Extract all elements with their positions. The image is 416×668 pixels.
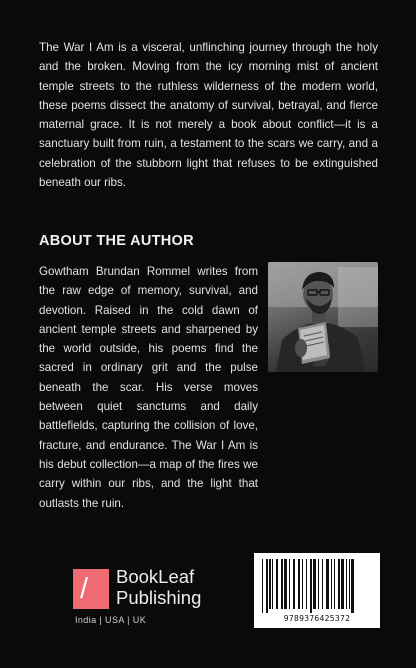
slash-icon: / [80,573,89,605]
author-photo [268,262,378,372]
barcode-bar [313,559,316,609]
author-bio: Gowtham Brundan Rommel writes from the raw edge of memory, survival, and devotion. Raised in the cold dawn of ancient temple streets and sharpened by the world outside, his poems find the sacred in ordinary grit and the pulse beneath the scar. His verse moves between quiet sanctums and daily battlefields, capturing the collision of love, fracture, and endurance. The War I Am is his debut collection—a map of the fires we carry within our ribs, and the light that outlasts the ruin. [39,265,258,510]
publisher-logo-mark [73,569,109,609]
publisher-logo [73,567,233,611]
barcode-bar [298,559,300,609]
barcode-bar [272,559,273,609]
barcode-bar [266,559,268,613]
barcode-bar [284,559,287,609]
barcode-bar [302,559,303,609]
publisher-name-line1: BookLeaf [116,566,195,587]
barcode-bar [351,559,354,613]
barcode-bar [346,559,347,609]
barcode-bars [260,559,374,613]
barcode-bar [310,559,312,613]
barcode-bar [269,559,271,609]
barcode-bar [293,559,295,609]
barcode-bar [262,559,263,613]
barcode-bar [338,559,340,609]
barcode-bar [289,559,290,609]
barcode-bar [334,559,335,609]
barcode-bar [326,559,329,609]
barcode-bar [331,559,332,609]
barcode-bar [318,559,319,609]
publisher-name-line2: Publishing [116,587,202,608]
isbn-number: 9789376425372 [283,614,351,623]
publisher-regions: India | USA | UK [75,615,147,625]
back-cover-blurb: The War I Am is a visceral, unflinching journey through the holy and the broken. Moving from the icy morning mist of ancient temple streets to the ruthless wilderness of the modern world, these poems dissect the anatomy of survival, betrayal, and fierce maternal grace. It is not merely a book about conflict—it is a sanctuary built from ruin, a testament to the scars we carry, and a celebration of the stubborn light that refuses to be extinguished beneath our ribs. [39,41,378,190]
barcode-bar [349,559,350,609]
barcode-bar [341,559,344,609]
author-photo-illustration [268,262,378,372]
barcode-bar [276,559,278,609]
about-author-heading: ABOUT THE AUTHOR [39,233,194,249]
barcode-bar [322,559,323,609]
barcode-bar [306,559,307,609]
barcode-bar [281,559,283,609]
isbn-barcode [254,553,380,628]
